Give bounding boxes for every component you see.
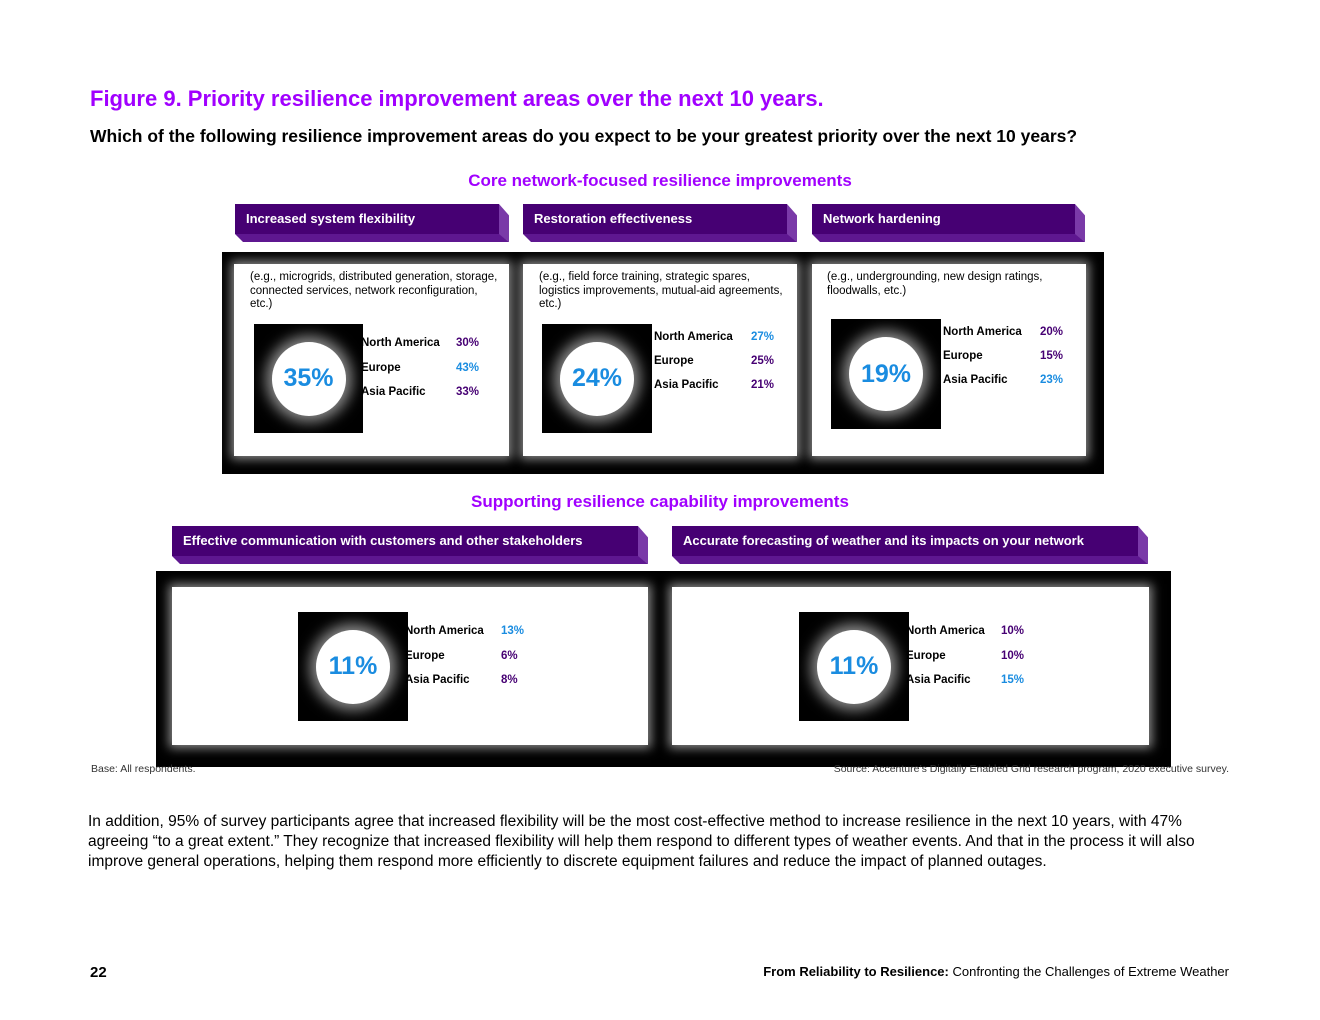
region-value: 33% (456, 386, 480, 398)
source-note: Source: Accenture’s Digitally Enabled Grid research program, 2020 executive survey. (833, 763, 1229, 775)
region-label: North America (654, 331, 733, 343)
base-note: Base: All respondents. (91, 763, 196, 775)
region-label: Asia Pacific (943, 374, 1008, 386)
region-value: 21% (751, 379, 775, 391)
region-label: Asia Pacific (405, 674, 470, 686)
ribbon-label: Restoration effectiveness (523, 204, 787, 234)
page-number: 22 (90, 964, 107, 981)
region-value: 8% (501, 674, 518, 686)
region-value: 13% (501, 625, 525, 637)
card-example: (e.g., undergrounding, new design ratings, floodwalls, etc.) (827, 271, 1043, 297)
figure-title: Figure 9. Priority resilience improvement areas over the next 10 years. (90, 86, 824, 111)
ribbon-restoration (523, 204, 797, 242)
region-label: Europe (906, 650, 946, 662)
ribbon-label: Increased system flexibility (235, 204, 499, 234)
survey-question: Which of the following resilience improvement areas do you expect to be your greatest priority over the next 10 years? (90, 126, 1078, 146)
overall-value: 11% (316, 630, 390, 704)
overall-value: 35% (272, 342, 346, 416)
ribbon-label: Accurate forecasting of weather and its impacts on your network (672, 526, 1138, 556)
overall-badge (254, 324, 363, 433)
overall-badge (298, 612, 408, 721)
card-example: (e.g., field force training, strategic spares, logistics improvements, mutual-aid agreements, etc.) (539, 271, 783, 310)
region-label: Europe (943, 350, 983, 362)
region-value: 15% (1001, 674, 1025, 686)
footer-title (763, 964, 1229, 979)
region-value: 15% (1040, 350, 1064, 362)
body-paragraph: In addition, 95% of survey participants agree that increased flexibility will be the most cost-effective method to increase resilience in the next 10 years, with 47% agreeing “to a great extent.” They recognize that increased flexibility will help them respond to different types of weather events. And that in the process it will also improve general operations, helping them respond more efficiently to discrete equipment failures and reduce the impact of planned outages. (88, 813, 1195, 870)
region-value: 10% (1001, 625, 1025, 637)
overall-badge (542, 324, 652, 433)
region-label: North America (906, 625, 985, 637)
region-label: North America (405, 625, 484, 637)
region-label: Europe (654, 355, 694, 367)
overall-value: 11% (817, 630, 891, 704)
support-section-title: Supporting resilience capability improvements (471, 492, 849, 511)
region-label: Europe (405, 650, 445, 662)
card-communication (172, 587, 648, 745)
core-section-title: Core network-focused resilience improvements (468, 171, 852, 190)
region-value: 10% (1001, 650, 1025, 662)
region-label: North America (943, 326, 1022, 338)
ribbon-flexibility (235, 204, 509, 242)
ribbon-communication (172, 526, 648, 564)
region-label: Asia Pacific (906, 674, 971, 686)
card-forecasting (672, 587, 1149, 745)
overall-value: 24% (560, 342, 634, 416)
overall-badge (831, 319, 941, 429)
ribbon-hardening (812, 204, 1085, 242)
footer-rest: Confronting the Challenges of Extreme Weather (948, 964, 1229, 979)
card-example: (e.g., microgrids, distributed generation, storage, connected services, network reconfiguration, etc.) (250, 271, 498, 310)
region-value: 25% (751, 355, 775, 367)
region-label: Asia Pacific (361, 386, 426, 398)
overall-value: 19% (849, 337, 923, 411)
region-value: 23% (1040, 374, 1064, 386)
footer-bold: From Reliability to Resilience: (763, 964, 949, 979)
region-label: Asia Pacific (654, 379, 719, 391)
region-value: 6% (501, 650, 518, 662)
region-label: Europe (361, 362, 401, 374)
region-value: 43% (456, 362, 480, 374)
ribbon-label: Network hardening (812, 204, 1075, 234)
region-label: North America (361, 337, 440, 349)
overall-badge (799, 612, 909, 721)
region-value: 20% (1040, 326, 1064, 338)
region-value: 27% (751, 331, 775, 343)
region-value: 30% (456, 337, 480, 349)
ribbon-forecasting (672, 526, 1148, 564)
ribbon-label: Effective communication with customers and other stakeholders (172, 526, 638, 556)
